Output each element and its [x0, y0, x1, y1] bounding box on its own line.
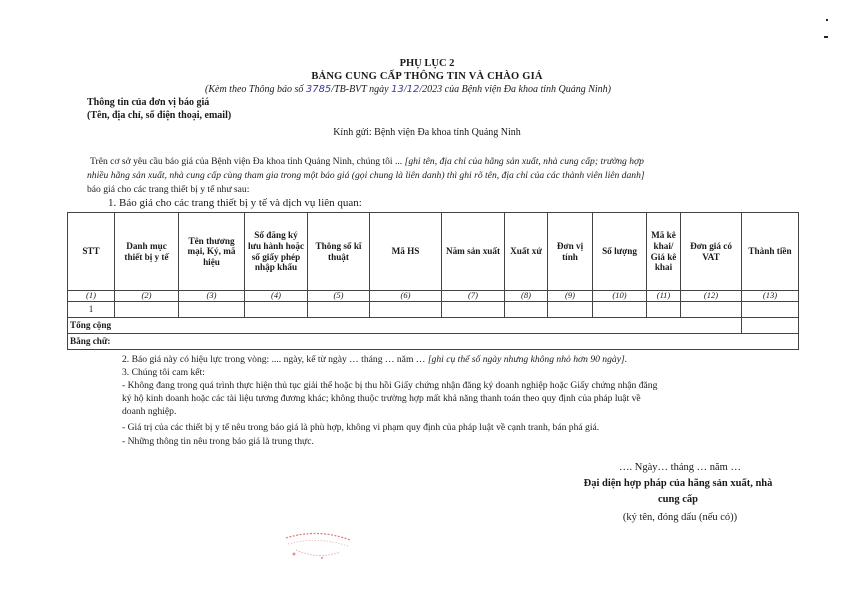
- ref-day-handwritten: 13: [391, 84, 404, 95]
- table-cell[interactable]: [245, 301, 308, 317]
- validity-italic: [ghi cụ thể số ngày nhưng không nhỏ hơn 90 ngày].: [427, 354, 628, 365]
- commit-item-1c: doanh nghiệp.: [122, 406, 177, 417]
- ref-slash: /: [403, 84, 407, 95]
- table-total-row: [68, 317, 799, 333]
- table-index-row: [68, 291, 799, 302]
- table-cell[interactable]: [179, 301, 245, 317]
- red-stamp-image: [282, 530, 354, 566]
- ref-month-handwritten: 12: [406, 84, 420, 95]
- reference-line: [205, 84, 611, 95]
- commit-heading: 3. Chúng tôi cam kết:: [122, 367, 205, 378]
- col-index: (5): [308, 291, 370, 302]
- col-index: (7): [442, 291, 505, 302]
- col-index: (13): [742, 291, 799, 302]
- col-index: (11): [647, 291, 681, 302]
- intro-line3: báo giá cho các trang thiết bị y tế như sau:: [87, 184, 250, 195]
- table-words-row: [68, 333, 799, 349]
- commit-item-2: - Giá trị của các thiết bị y tế nêu trong báo giá là phù hợp, không vi phạm quy định của pháp luật về cạnh tranh, bán phá giá.: [122, 422, 600, 433]
- col-index: (10): [593, 291, 647, 302]
- col-header-quantity: Số lượng: [593, 213, 647, 291]
- col-header-registration: Số đăng ký lưu hành hoặc số giấy phép nhập khẩu: [245, 213, 308, 291]
- ref-number-handwritten: 3785: [305, 84, 332, 95]
- col-header-origin: Xuất xứ: [505, 213, 548, 291]
- col-index: (2): [115, 291, 179, 302]
- col-header-specs: Thông số kĩ thuật: [308, 213, 370, 291]
- col-index: (8): [505, 291, 548, 302]
- intro-lead: Trên cơ sở yêu cầu báo giá của Bệnh viện Đa khoa tỉnh Quảng Ninh, chúng tôi ...: [90, 156, 403, 167]
- table-cell[interactable]: [370, 301, 442, 317]
- table-row: [68, 301, 799, 317]
- unit-info-line1: Thông tin của đơn vị báo giá: [87, 97, 210, 108]
- table-cell[interactable]: [308, 301, 370, 317]
- col-index: (12): [681, 291, 742, 302]
- col-header-unit-price-vat: Đơn giá có VAT: [681, 213, 742, 291]
- signature-date: …. Ngày… tháng … năm …: [619, 462, 741, 473]
- table-cell[interactable]: [681, 301, 742, 317]
- col-header-unit: Đơn vị tính: [548, 213, 593, 291]
- total-value-cell[interactable]: [742, 317, 799, 333]
- commit-item-1a: - Không đang trong quá trình thực hiện thủ tục giải thể hoặc bị thu hồi Giấy chứng nhận đăng ký doanh nghiệp hoặc Giấy chứng nhận đăng: [122, 380, 658, 391]
- total-label: Tổng cộng: [68, 317, 742, 333]
- form-subtitle: BẢNG CUNG CẤP THÔNG TIN VÀ CHÀO GIÁ: [311, 71, 543, 82]
- table-header-row: [68, 213, 799, 291]
- col-header-year: Năm sản xuất: [442, 213, 505, 291]
- table-cell[interactable]: [742, 301, 799, 317]
- table-cell[interactable]: [647, 301, 681, 317]
- validity-line: [122, 354, 627, 365]
- commit-item-1b: ký hộ kinh doanh hoặc các tài liệu tương đương khác; không thuộc trường hợp mất khả năng thanh toán theo quy định của pháp luật về: [122, 393, 641, 404]
- intro-italic1: [ghi tên, địa chỉ của hãng sản xuất, nhà cung cấp; trường hợp: [404, 156, 644, 167]
- col-header-stt: STT: [68, 213, 115, 291]
- col-index: (3): [179, 291, 245, 302]
- col-index: (6): [370, 291, 442, 302]
- col-header-hs-code: Mã HS: [370, 213, 442, 291]
- signature-representative-1: Đại diện hợp pháp của hãng sản xuất, nhà: [583, 478, 773, 489]
- table-cell[interactable]: [442, 301, 505, 317]
- ref-prefix: (Kèm theo Thông báo số: [205, 84, 304, 95]
- appendix-title: PHỤ LỤC 2: [399, 58, 455, 69]
- signature-note: (ký tên, đóng dấu (nếu có)): [622, 512, 738, 523]
- unit-info-line2: (Tên, địa chỉ, số điện thoại, email): [87, 110, 232, 121]
- col-index: (1): [68, 291, 115, 302]
- intro-line2: nhiều hãng sản xuất, nhà cung cấp cùng tham gia trong một báo giá (gọi chung là liên danh) thì ghi rõ tên, địa chỉ của các thành viên liên danh]: [87, 170, 645, 181]
- table-cell[interactable]: [548, 301, 593, 317]
- table-cell[interactable]: [115, 301, 179, 317]
- ref-mid: /TB-BVT ngày: [331, 84, 389, 95]
- validity-text: 2. Báo giá này có hiệu lực trong vòng: .... ngày, kể từ ngày … tháng … năm …: [122, 354, 426, 365]
- col-index: (9): [548, 291, 593, 302]
- amount-in-words-label: Bằng chữ:: [68, 333, 799, 349]
- section-1-heading: 1. Báo giá cho các trang thiết bị y tế và dịch vụ liên quan:: [108, 197, 362, 209]
- col-header-trade-name: Tên thương mại, Ký, mã hiệu: [179, 213, 245, 291]
- col-header-total: Thành tiền: [742, 213, 799, 291]
- ref-suffix: /2023 của Bệnh viện Đa khoa tỉnh Quảng Ninh): [419, 84, 612, 95]
- intro-line1: [90, 156, 644, 167]
- quote-table: [67, 212, 799, 350]
- signature-representative-2: cung cấp: [658, 494, 698, 505]
- greeting: Kính gửi: Bệnh viện Đa khoa tỉnh Quảng Ninh: [333, 127, 521, 138]
- col-header-declared-price: Mã kê khai/ Giá kê khai: [647, 213, 681, 291]
- row-stt: 1: [68, 301, 115, 317]
- scan-mark: [826, 19, 828, 21]
- commit-item-3: - Những thông tin nêu trong báo giá là trung thực.: [122, 436, 314, 447]
- table-cell[interactable]: [593, 301, 647, 317]
- scan-mark: [824, 36, 828, 38]
- col-index: (4): [245, 291, 308, 302]
- col-header-device-list: Danh mục thiết bị y tế: [115, 213, 179, 291]
- table-cell[interactable]: [505, 301, 548, 317]
